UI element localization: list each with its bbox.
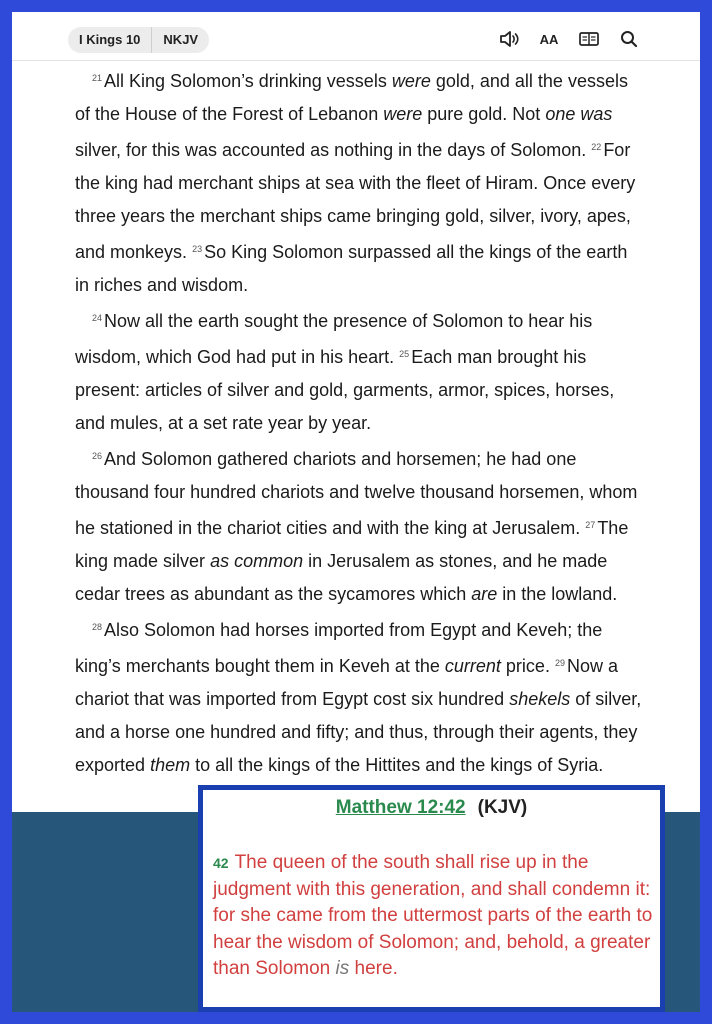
verse-text: in the lowland.: [497, 584, 618, 604]
verse-text-italic: current: [444, 656, 501, 676]
verse-text-italic: one was: [545, 104, 613, 124]
verse-text: Also Solomon had horses imported from Egypt and Keveh; the king’s merchants bought them in Keveh at the: [75, 620, 603, 676]
paragraph: [75, 440, 645, 611]
paragraph: [75, 302, 645, 440]
verse-text: Now all the earth sought the presence of Solomon to hear his wisdom, which God had put in his heart.: [75, 311, 593, 367]
verse-text: And Solomon gathered chariots and horsemen; he had one thousand four hundred chariots and twelve thousand horsemen, whom he stationed in the chariot cities and with the king at Jerusalem.: [75, 449, 638, 538]
verse-number: 26: [92, 451, 103, 461]
verse-text: Now a chariot that was imported from Egypt cost six hundred: [75, 656, 618, 709]
verse-number: 23: [192, 244, 203, 254]
paragraph: [75, 62, 645, 302]
verse-text-italic: as common: [210, 551, 304, 571]
popup-verse-number: 42: [213, 855, 229, 871]
verse-text-italic: them: [150, 755, 191, 775]
verse-number: 27: [585, 520, 596, 530]
verse-text: gold, and all the vessels of the House of the Forest of Lebanon: [75, 71, 628, 124]
verse-number: 25: [399, 349, 410, 359]
popup-header: [203, 797, 660, 819]
verse-text-italic: are: [471, 584, 498, 604]
verse-text: So King Solomon surpassed all the kings of the earth in riches and wisdom.: [75, 242, 628, 295]
popup-verse: [213, 850, 653, 983]
reading-mode-icon[interactable]: [578, 28, 600, 50]
book-chapter-button[interactable]: I Kings 10: [79, 32, 141, 47]
version-button[interactable]: NKJV: [151, 27, 209, 53]
reader-toolbar: [12, 12, 700, 61]
search-icon[interactable]: [618, 28, 640, 50]
cross-reference-popup: [198, 785, 665, 1012]
verse-text-italic: were: [391, 71, 431, 91]
text-size-icon[interactable]: AA: [539, 31, 559, 47]
popup-verse-text: here.: [349, 958, 398, 979]
popup-verse-text: The queen of the south shall rise up in the judgment with this generation, and shall condemn it: for she came from the uttermost parts of the earth to hear the wisdom of Solomon; and, behold, a greater than Solomon: [213, 852, 653, 979]
verse-text: Each man brought his present: articles of silver and gold, garments, armor, spices, horses, and mules, at a set rate year by year.: [75, 347, 615, 433]
speaker-icon[interactable]: [498, 28, 520, 50]
popup-verse-text-italic: is: [335, 958, 350, 979]
verse-text: of silver, and a horse one hundred and fifty; and thus, through their agents, they exported: [75, 689, 642, 775]
verse-number: 22: [591, 142, 602, 152]
verse-text: All King Solomon’s drinking vessels: [104, 71, 392, 91]
toolbar-actions: [498, 28, 640, 50]
verse-text: to all the kings of the Hittites and the kings of Syria.: [190, 755, 604, 775]
reference-link[interactable]: Matthew 12:42: [335, 797, 466, 818]
verse-text: For the king had merchant ships at sea with the fleet of Hiram. Once every three years the merchant ships came bringing gold, silver, ivory, apes, and monkeys.: [75, 140, 636, 262]
verse-number: 28: [92, 622, 103, 632]
verse-number: 21: [92, 73, 103, 83]
verse-text: in Jerusalem as stones, and he made cedar trees as abundant as the sycamores which: [75, 551, 608, 604]
verse-number: 29: [554, 658, 565, 668]
verse-number: 24: [92, 313, 103, 323]
popup-version: (KJV): [477, 797, 528, 818]
verse-text-italic: were: [383, 104, 423, 124]
passage-selector: [68, 27, 209, 53]
verse-text: pure gold. Not: [422, 104, 546, 124]
verse-text: The king made silver: [75, 518, 629, 571]
verse-text: price.: [500, 656, 555, 676]
reader-page: [12, 12, 700, 812]
paragraph: [75, 611, 645, 782]
verse-text: silver, for this was accounted as nothing in the days of Solomon.: [75, 140, 592, 160]
chapter-text: [75, 62, 645, 782]
verse-text-italic: shekels: [509, 689, 571, 709]
